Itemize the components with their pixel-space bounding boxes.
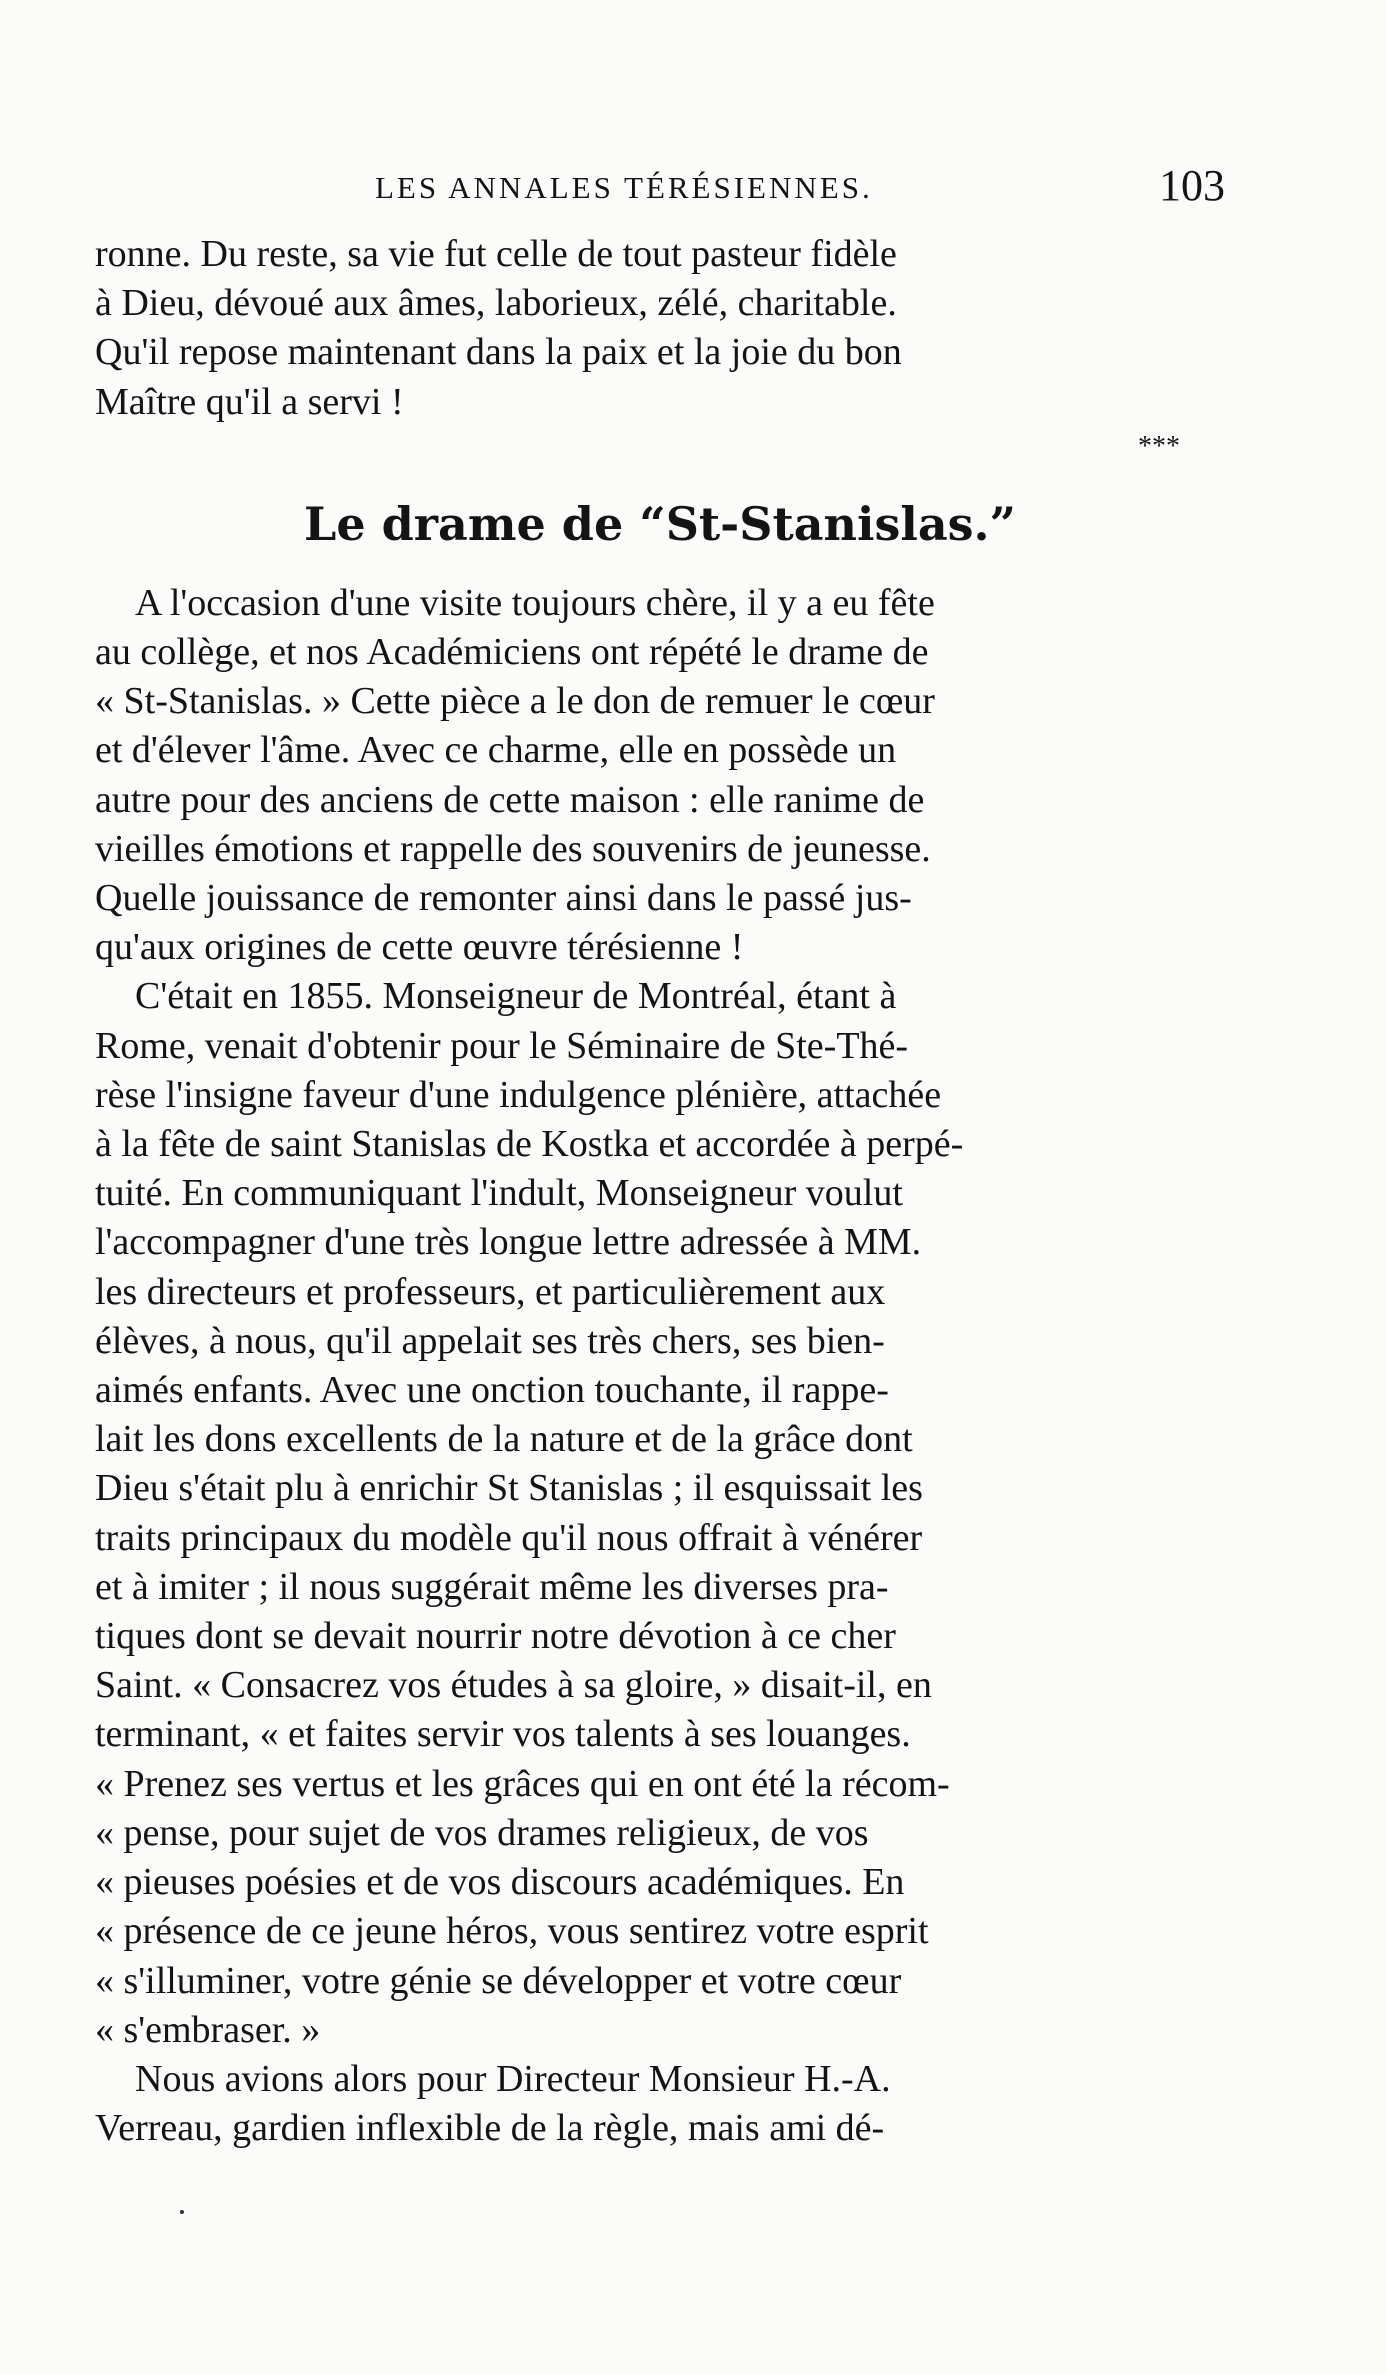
text-line: tiques dont se devait nourrir notre dévotion à ce cher [95, 1615, 896, 1658]
text-line: « Prenez ses vertus et les grâces qui en ont été la récom- [95, 1762, 950, 1805]
text-line: Nous avions alors pour Directeur Monsieur H.-A. [135, 2057, 891, 2100]
text-line: ronne. Du reste, sa vie fut celle de tout pasteur fidèle [95, 233, 897, 275]
text-line: l'accompagner d'une très longue lettre adressée à MM. [95, 1221, 922, 1264]
section-title: Le drame de “St-Stanislas.” [304, 496, 1016, 551]
text-line: au collège, et nos Académiciens ont répété le drame de [95, 631, 929, 674]
text-line: « St-Stanislas. » Cette pièce a le don de remuer le cœur [95, 680, 935, 723]
text-line: qu'aux origines de cette œuvre térésienne ! [95, 926, 744, 969]
paragraph-1 [95, 579, 1225, 973]
paragraph-3 [95, 2055, 1225, 2153]
text-line: autre pour des anciens de cette maison : elle ranime de [95, 778, 925, 821]
text-line: Qu'il repose maintenant dans la paix et la joie du bon [95, 331, 902, 374]
running-title: LES ANNALES TÉRÉSIENNES. [375, 170, 873, 205]
intro-paragraph [95, 230, 1225, 427]
text-line: Verreau, gardien inflexible de la règle, mais ami dé- [95, 2107, 885, 2150]
text-line: « s'illuminer, votre génie se développer et votre cœur [95, 1959, 902, 2002]
paragraph-2 [95, 972, 1225, 2054]
text-line: lait les dons excellents de la nature et de la grâce dont [95, 1418, 913, 1461]
print-speck [180, 2210, 184, 2214]
section-separator: *** [1138, 430, 1180, 462]
text-line: Quelle jouissance de remonter ainsi dans le passé jus- [95, 877, 912, 920]
text-line: « pieuses poésies et de vos discours académiques. En [95, 1861, 905, 1904]
text-line: rèse l'insigne faveur d'une indulgence plénière, attachée [95, 1073, 942, 1116]
text-line: traits principaux du modèle qu'il nous offrait à vénérer [95, 1516, 923, 1559]
text-line: à la fête de saint Stanislas de Kostka et accordée à perpé- [95, 1123, 964, 1166]
text-line: A l'occasion d'une visite toujours chère, il y a eu fête [135, 581, 935, 624]
text-line: Rome, venait d'obtenir pour le Séminaire de Ste-Thé- [95, 1024, 909, 1067]
text-line: élèves, à nous, qu'il appelait ses très chers, ses bien- [95, 1319, 885, 1362]
text-line: à Dieu, dévoué aux âmes, laborieux, zélé, charitable. [95, 282, 897, 325]
text-line: et d'élever l'âme. Avec ce charme, elle en possède un [95, 729, 897, 772]
page-header [95, 160, 1225, 230]
text-line: « s'embraser. » [95, 2008, 321, 2051]
page-number: 103 [1159, 161, 1225, 210]
text-line: et à imiter ; il nous suggérait même les diverses pra- [95, 1565, 889, 1608]
text-line: Maître qu'il a servi ! [95, 380, 404, 423]
text-line: C'était en 1855. Monseigneur de Montréal, étant à [135, 975, 897, 1018]
text-line: Saint. « Consacrez vos études à sa gloire, » disait-il, en [95, 1664, 932, 1707]
text-line: terminant, « et faites servir vos talents à ses louanges. [95, 1713, 911, 1756]
text-line: tuité. En communiquant l'indult, Monseigneur voulut [95, 1172, 903, 1215]
text-line: « présence de ce jeune héros, vous sentirez votre esprit [95, 1910, 929, 1953]
text-line: les directeurs et professeurs, et particulièrement aux [95, 1270, 886, 1313]
text-line: Dieu s'était plu à enrichir St Stanislas ; il esquissait les [95, 1467, 923, 1510]
book-page [95, 160, 1225, 2153]
text-line: aimés enfants. Avec une onction touchante, il rappe- [95, 1369, 889, 1412]
text-line: vieilles émotions et rappelle des souvenirs de jeunesse. [95, 827, 931, 870]
text-line: « pense, pour sujet de vos drames religieux, de vos [95, 1811, 869, 1854]
